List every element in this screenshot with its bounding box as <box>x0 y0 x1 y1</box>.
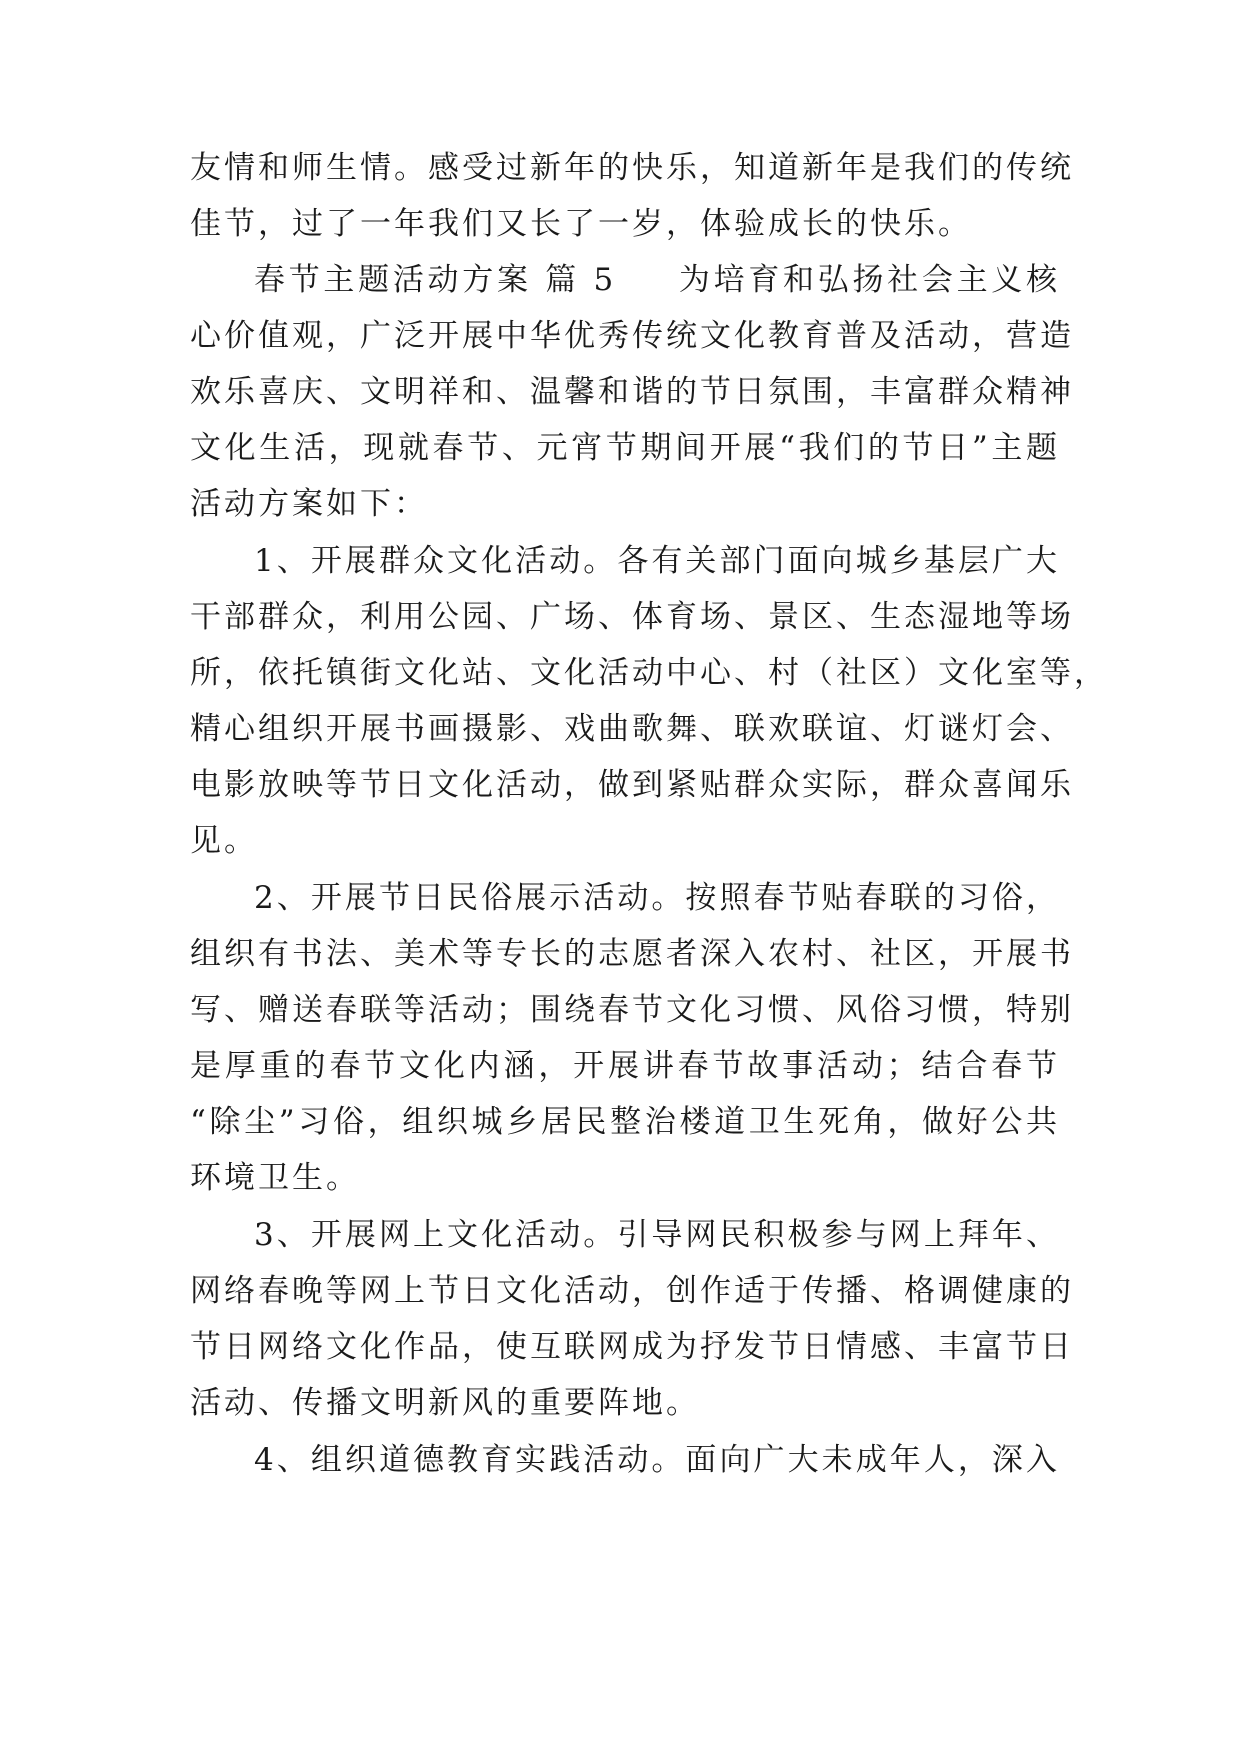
text-line-20: 3、开展网上文化活动。引导网民积极参与网上拜年、 <box>254 1217 1060 1253</box>
text-line-22: 节日网络文化作品，使互联网成为抒发节日情感、丰富节日 <box>190 1329 1074 1365</box>
text-line-10: 所，依托镇街文化站、文化活动中心、村（社区）文化室等， <box>190 655 1108 691</box>
text-line-17: 是厚重的春节文化内涵，开展讲春节故事活动；结合春节 <box>190 1048 1060 1084</box>
text-line-21: 网络春晚等网上节日文化活动，创作适于传播、格调健康的 <box>190 1273 1074 1309</box>
text-line-13: 见。 <box>190 823 258 859</box>
text-line-19: 环境卫生。 <box>190 1160 360 1196</box>
section-heading-line <box>254 255 1060 305</box>
text-line-16: 写、赠送春联等活动；围绕春节文化习惯、风俗习惯，特别 <box>190 992 1074 1028</box>
section-heading: 春节主题活动方案 篇 5 <box>254 262 617 298</box>
text-line-18: “除尘”习俗，组织城乡居民整治楼道卫生死角，做好公共 <box>190 1104 1060 1140</box>
text-line-24: 4、组织道德教育实践活动。面向广大未成年人，深入 <box>254 1442 1060 1478</box>
text-line-2: 佳节，过了一年我们又长了一岁，体验成长的快乐。 <box>190 206 972 242</box>
text-line-5: 欢乐喜庆、文明祥和、温馨和谐的节日氛围，丰富群众精神 <box>190 374 1074 410</box>
text-line-14: 2、开展节日民俗展示活动。按照春节贴春联的习俗， <box>254 880 1060 916</box>
text-line-12: 电影放映等节日文化活动，做到紧贴群众实际，群众喜闻乐 <box>190 767 1074 803</box>
text-line-7: 活动方案如下： <box>190 486 428 522</box>
text-line-11: 精心组织开展书画摄影、戏曲歌舞、联欢联谊、灯谜灯会、 <box>190 711 1074 747</box>
text-line-4: 心价值观，广泛开展中华优秀传统文化教育普及活动，营造 <box>190 318 1074 354</box>
text-line-1: 友情和师生情。感受过新年的快乐，知道新年是我们的传统 <box>190 150 1074 186</box>
text-line-8: 1、开展群众文化活动。各有关部门面向城乡基层广大 <box>254 543 1060 579</box>
text-line-23: 活动、传播文明新风的重要阵地。 <box>190 1385 700 1421</box>
section-intro: 为培育和弘扬社会主义核 <box>678 262 1060 298</box>
text-line-15: 组织有书法、美术等专长的志愿者深入农村、社区，开展书 <box>190 936 1074 972</box>
text-line-9: 干部群众，利用公园、广场、体育场、景区、生态湿地等场 <box>190 599 1074 635</box>
text-line-6: 文化生活，现就春节、元宵节期间开展“我们的节日”主题 <box>190 430 1060 466</box>
